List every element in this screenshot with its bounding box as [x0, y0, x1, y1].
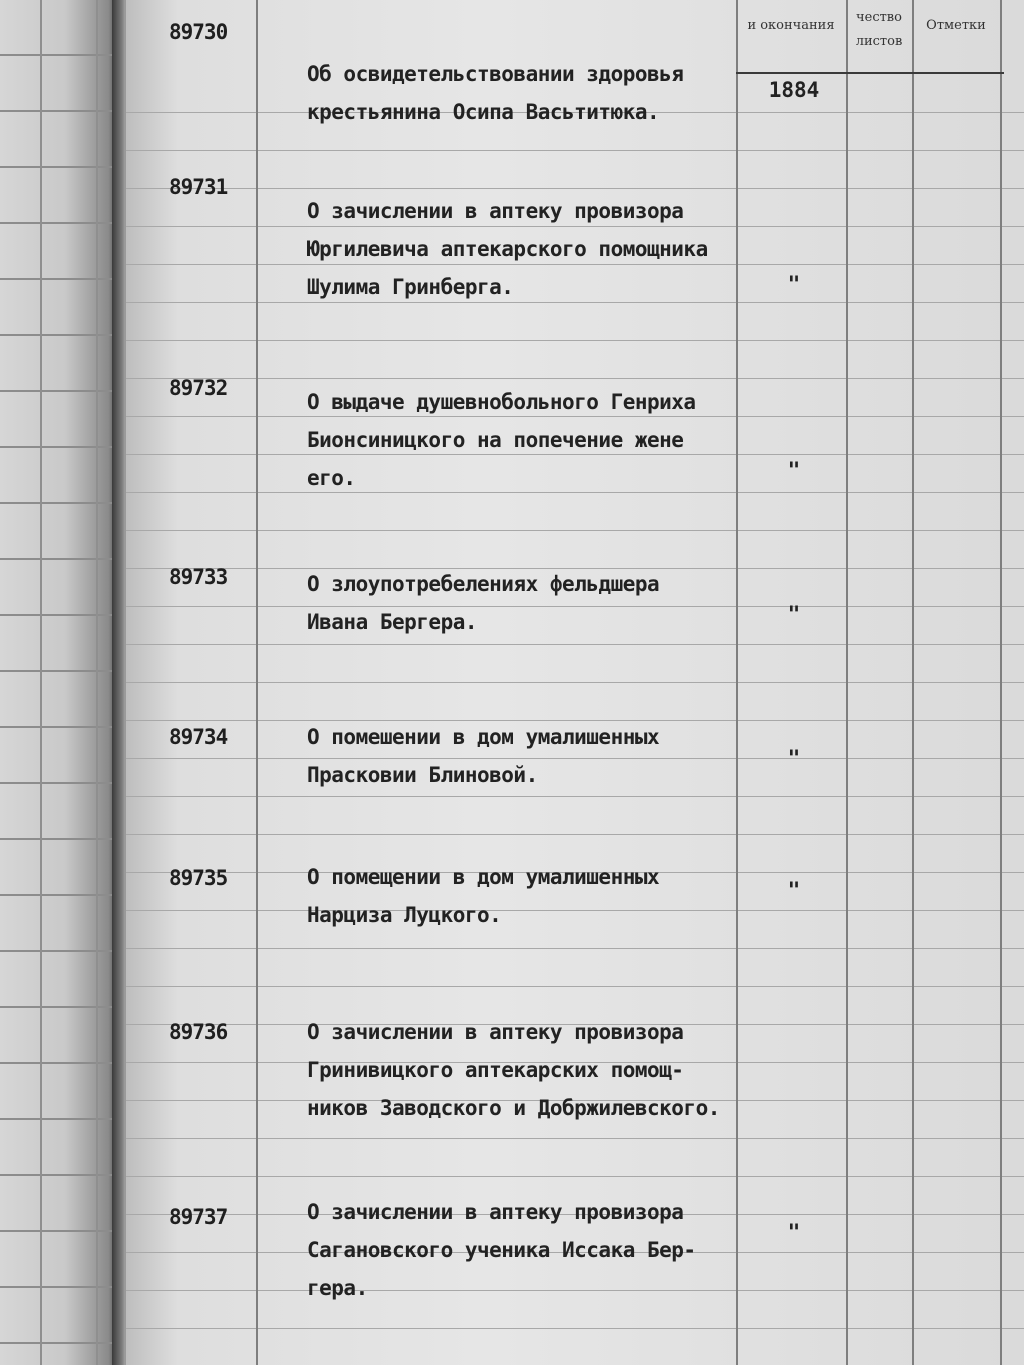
entry-date: "	[787, 602, 801, 626]
column-line-left	[124, 0, 126, 1365]
entry-date: 1884	[768, 78, 820, 102]
entry-number: 89732	[169, 376, 228, 400]
entry-number: 89737	[169, 1205, 228, 1229]
header-notes: Отметки	[926, 18, 986, 33]
entry-number: 89733	[169, 565, 228, 589]
header-sheets-line1: чество	[856, 10, 902, 25]
register-page	[124, 0, 1024, 1365]
entry-number: 89735	[169, 866, 228, 890]
entry-title: О зачислении в аптеку провизора Сагановского ученика Иссака Бер- гера.	[307, 1200, 696, 1300]
entry-title: О зачислении в аптеку провизора Гринивицкого аптекарских помощ- ников Заводского и Добржилевского.	[307, 1020, 720, 1120]
header-dates: и окончания	[747, 18, 835, 33]
ruled-line	[124, 1138, 1024, 1139]
ruled-line	[124, 150, 1024, 151]
ruled-line	[124, 340, 1024, 341]
entry-title: О злоупотребелениях фельдшера Ивана Бергера.	[307, 572, 660, 634]
ruled-line	[124, 1176, 1024, 1177]
ruled-line	[124, 644, 1024, 645]
ruled-line	[124, 1328, 1024, 1329]
ruled-line	[124, 188, 1024, 189]
ruled-line	[124, 834, 1024, 835]
column-line-notes	[912, 0, 914, 1365]
ruled-line	[124, 682, 1024, 683]
entry-date: "	[787, 272, 801, 296]
entry-number: 89734	[169, 725, 228, 749]
entry-number: 89731	[169, 175, 228, 199]
entry-title: О помешении в дом умалишенных Прасковии Блиновой.	[307, 725, 660, 787]
entry-title: О выдаче душевнобольного Генриха Бионсиницкого на попечение жене его.	[307, 390, 696, 490]
ruled-line	[124, 530, 1024, 531]
entry-date: "	[787, 746, 801, 770]
entry-number: 89736	[169, 1020, 228, 1044]
left-page-column-line	[40, 0, 42, 1365]
entry-number: 89730	[169, 20, 228, 44]
column-line-sheets	[846, 0, 848, 1365]
left-page	[0, 0, 118, 1365]
entry-title: О зачислении в аптеку провизора Юргилевича аптекарского помощника Шулима Гринберга.	[307, 199, 708, 299]
entry-date: "	[787, 458, 801, 482]
ruled-line	[124, 378, 1024, 379]
column-line-right	[1000, 0, 1002, 1365]
entry-title: Об освидетельствовании здоровья крестьянина Осипа Васьтитюка.	[307, 62, 684, 124]
entry-title: О помещении в дом умалишенных Нарциза Луцкого.	[307, 865, 660, 927]
ruled-line	[124, 796, 1024, 797]
header-rule	[736, 72, 1004, 74]
column-line-number	[256, 0, 258, 1365]
entry-date: "	[787, 1220, 801, 1244]
ruled-line	[124, 986, 1024, 987]
ruled-line	[124, 948, 1024, 949]
entry-date: "	[787, 878, 801, 902]
left-page-column-line	[96, 0, 98, 1365]
header-sheets-line2: листов	[855, 34, 903, 49]
